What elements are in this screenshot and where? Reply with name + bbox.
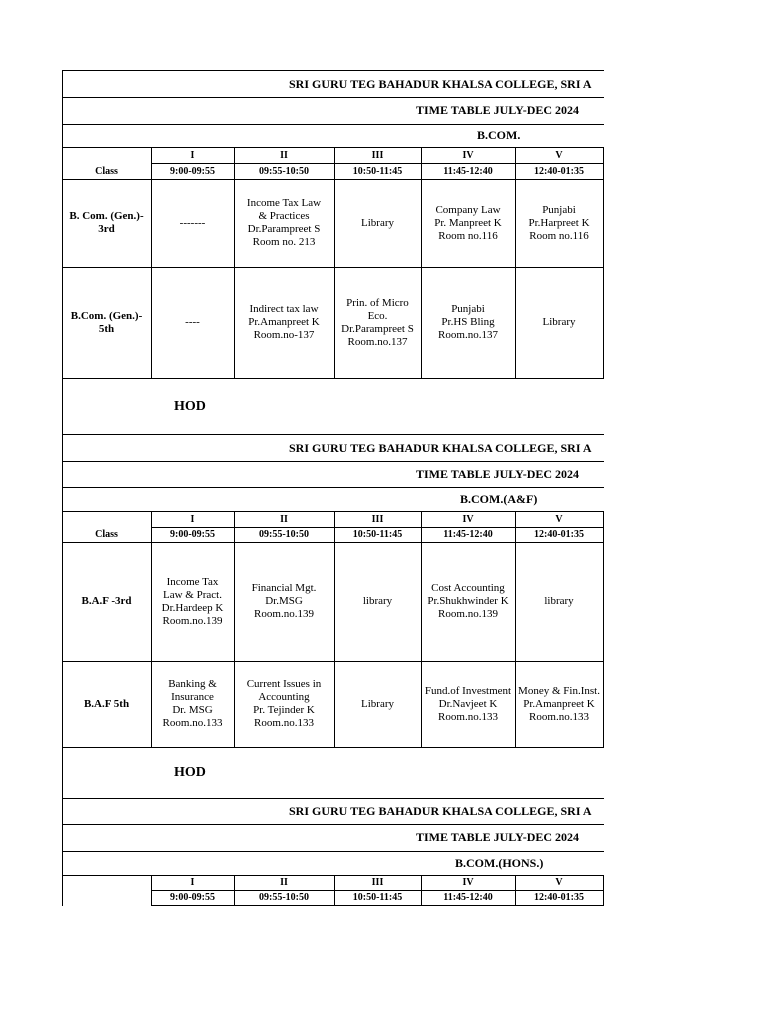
- rule: [603, 511, 604, 747]
- period-label: I: [190, 877, 195, 888]
- program-name: B.COM.: [477, 128, 521, 142]
- cell-line: Company Law: [435, 203, 501, 216]
- cell-line: Room no.116: [529, 229, 589, 242]
- cell-line: Room no.116: [438, 229, 498, 242]
- timetable-cell: [334, 267, 421, 378]
- class-name: B.A.F -3rd: [81, 595, 132, 607]
- period-time: 11:45-12:40: [443, 529, 493, 540]
- period-label: II: [280, 149, 288, 161]
- cell-line: Room.no.139: [162, 614, 223, 627]
- cell-line: Room.no.133: [529, 710, 589, 723]
- cell-line: Current Issues in: [246, 678, 322, 690]
- period-label: III: [371, 149, 384, 161]
- timetable-cell: [334, 542, 421, 661]
- timetable-cell: [515, 542, 603, 661]
- period-time: 10:50-11:45: [352, 529, 403, 540]
- cell-line: Pr.Shukhwinder K: [427, 595, 509, 607]
- period-time: 09:55-10:50: [259, 892, 309, 903]
- period-label: II: [280, 513, 288, 525]
- college-name: SRI GURU TEG BAHADUR KHALSA COLLEGE, SRI A: [289, 440, 592, 455]
- period-label: IV: [462, 877, 474, 888]
- period-label: IV: [462, 149, 474, 161]
- timetable-cell: [515, 179, 603, 267]
- period-label: III: [371, 513, 384, 525]
- period-time: 10:50-11:45: [352, 165, 403, 177]
- cell-line: Punjabi: [451, 303, 485, 315]
- period-label: IV: [462, 513, 474, 525]
- timetable-cell: [151, 267, 234, 378]
- cell-line: Room.no.133: [438, 710, 498, 723]
- period-time: 12:40-01:35: [534, 529, 584, 540]
- program-name: B.COM.(HONS.): [455, 855, 544, 870]
- timetable-cell: [234, 179, 334, 267]
- timetable-cell: [334, 179, 421, 267]
- period-time: 10:50-11:45: [352, 892, 403, 903]
- cell-line: library: [544, 595, 574, 607]
- class-line: 5th: [98, 322, 115, 335]
- cell-line: Eco.: [367, 309, 388, 322]
- timetable-cell: [151, 179, 234, 267]
- timetable-cell: [515, 661, 603, 747]
- cell-line: Pr. Tejinder K: [253, 704, 315, 716]
- cell-line: Law & Pract.: [163, 588, 222, 601]
- timetable-cell: [421, 179, 515, 267]
- timetable-title: TIME TABLE JULY-DEC 2024: [416, 103, 580, 117]
- program-name: B.COM.(A&F): [460, 491, 538, 506]
- class-name: [62, 267, 151, 378]
- period-label: V: [555, 149, 563, 161]
- cell-line: Pr.Harpreet K: [528, 216, 590, 229]
- timetable-cell: [421, 267, 515, 378]
- cell-line: Dr.MSG: [265, 595, 303, 607]
- cell-line: Room.no-137: [253, 329, 315, 341]
- period-time: 9:00-09:55: [170, 892, 215, 903]
- timetable-cell: [421, 661, 515, 747]
- timetable-cell: [334, 661, 421, 747]
- class-header: Class: [95, 529, 118, 540]
- period-label: I: [190, 513, 195, 525]
- rule: [62, 747, 604, 748]
- cell-line: Dr.Parampreet S: [341, 322, 414, 335]
- period-time: 11:45-12:40: [443, 165, 493, 177]
- period-label: III: [371, 877, 384, 888]
- rule: [62, 378, 604, 379]
- period-label: V: [555, 877, 563, 888]
- hod-label: HOD: [174, 765, 206, 780]
- timetable-title: TIME TABLE JULY-DEC 2024: [416, 466, 580, 481]
- college-name: SRI GURU TEG BAHADUR KHALSA COLLEGE, SRI A: [289, 804, 592, 818]
- timetable-cell: [151, 542, 234, 661]
- cell-line: Library: [361, 697, 394, 710]
- cell-line: Indirect tax law: [249, 303, 319, 315]
- cell-line: Library: [542, 316, 576, 328]
- cell-line: Dr.Parampreet S: [247, 223, 321, 235]
- cell-line: Room.no.137: [438, 329, 498, 341]
- cell-line: & Practices: [258, 210, 310, 222]
- cell-line: Money & Fin.Inst.: [518, 684, 600, 697]
- timetable-cell: [151, 661, 234, 747]
- hod-label: HOD: [174, 398, 206, 414]
- class-header: Class: [95, 165, 118, 177]
- cell-line: Room.no.133: [254, 717, 314, 729]
- cell-line: Punjabi: [542, 203, 576, 216]
- cell-line: Accounting: [258, 691, 310, 703]
- cell-line: -------: [179, 216, 206, 229]
- cell-line: ----: [185, 316, 200, 328]
- class-line: B.Com. (Gen.)-: [70, 309, 143, 322]
- cell-line: Room.no.139: [254, 608, 314, 620]
- timetable-cell: [234, 542, 334, 661]
- cell-line: Dr. MSG: [172, 704, 213, 716]
- cell-line: Cost Accounting: [431, 582, 505, 594]
- timetable-cell: [234, 661, 334, 747]
- cell-line: Library: [361, 216, 394, 229]
- cell-line: Fund.of Investment: [424, 684, 512, 697]
- cell-line: Banking &: [168, 678, 217, 690]
- cell-line: Pr. Manpreet K: [434, 216, 502, 229]
- rule: [603, 875, 604, 906]
- cell-line: Financial Mgt.: [251, 582, 317, 594]
- period-label: V: [555, 513, 563, 525]
- rule: [151, 905, 604, 906]
- timetable-title: TIME TABLE JULY-DEC 2024: [416, 830, 580, 844]
- rule: [603, 147, 604, 378]
- timetable-cell: [421, 542, 515, 661]
- period-time: 09:55-10:50: [259, 529, 309, 540]
- cell-line: Room.no.133: [162, 717, 223, 729]
- class-name: B.A.F 5th: [83, 697, 130, 710]
- cell-line: Prin. of Micro: [346, 296, 409, 309]
- timetable-cell: [234, 267, 334, 378]
- class-name: [62, 179, 151, 267]
- timetable-cell: [515, 267, 603, 378]
- cell-line: Room no. 213: [252, 236, 316, 248]
- period-label: II: [280, 877, 288, 888]
- period-time: 9:00-09:55: [170, 529, 215, 540]
- period-time: 12:40-01:35: [534, 892, 584, 903]
- class-line: B. Com. (Gen.)-: [69, 210, 144, 222]
- cell-line: Pr.Amanpreet K: [248, 316, 320, 328]
- period-time: 09:55-10:50: [259, 165, 309, 177]
- cell-line: Insurance: [171, 691, 214, 703]
- class-line: 3rd: [98, 223, 115, 235]
- cell-line: Room.no.137: [347, 335, 408, 348]
- cell-line: Dr.Navjeet K: [438, 697, 498, 710]
- college-name: SRI GURU TEG BAHADUR KHALSA COLLEGE, SRI A: [289, 76, 592, 91]
- cell-line: Pr.HS Bling: [441, 316, 495, 328]
- cell-line: Room.no.139: [438, 608, 498, 620]
- cell-line: Income Tax Law: [246, 197, 322, 209]
- cell-line: Pr.Amanpreet K: [523, 697, 595, 710]
- period-time: 9:00-09:55: [170, 165, 215, 177]
- period-time: 12:40-01:35: [534, 165, 584, 177]
- period-time: 11:45-12:40: [443, 892, 493, 903]
- rule: [62, 798, 63, 906]
- cell-line: library: [362, 595, 393, 607]
- period-label: I: [190, 149, 195, 161]
- cell-line: Dr.Hardeep K: [161, 601, 224, 614]
- cell-line: Income Tax: [166, 575, 219, 588]
